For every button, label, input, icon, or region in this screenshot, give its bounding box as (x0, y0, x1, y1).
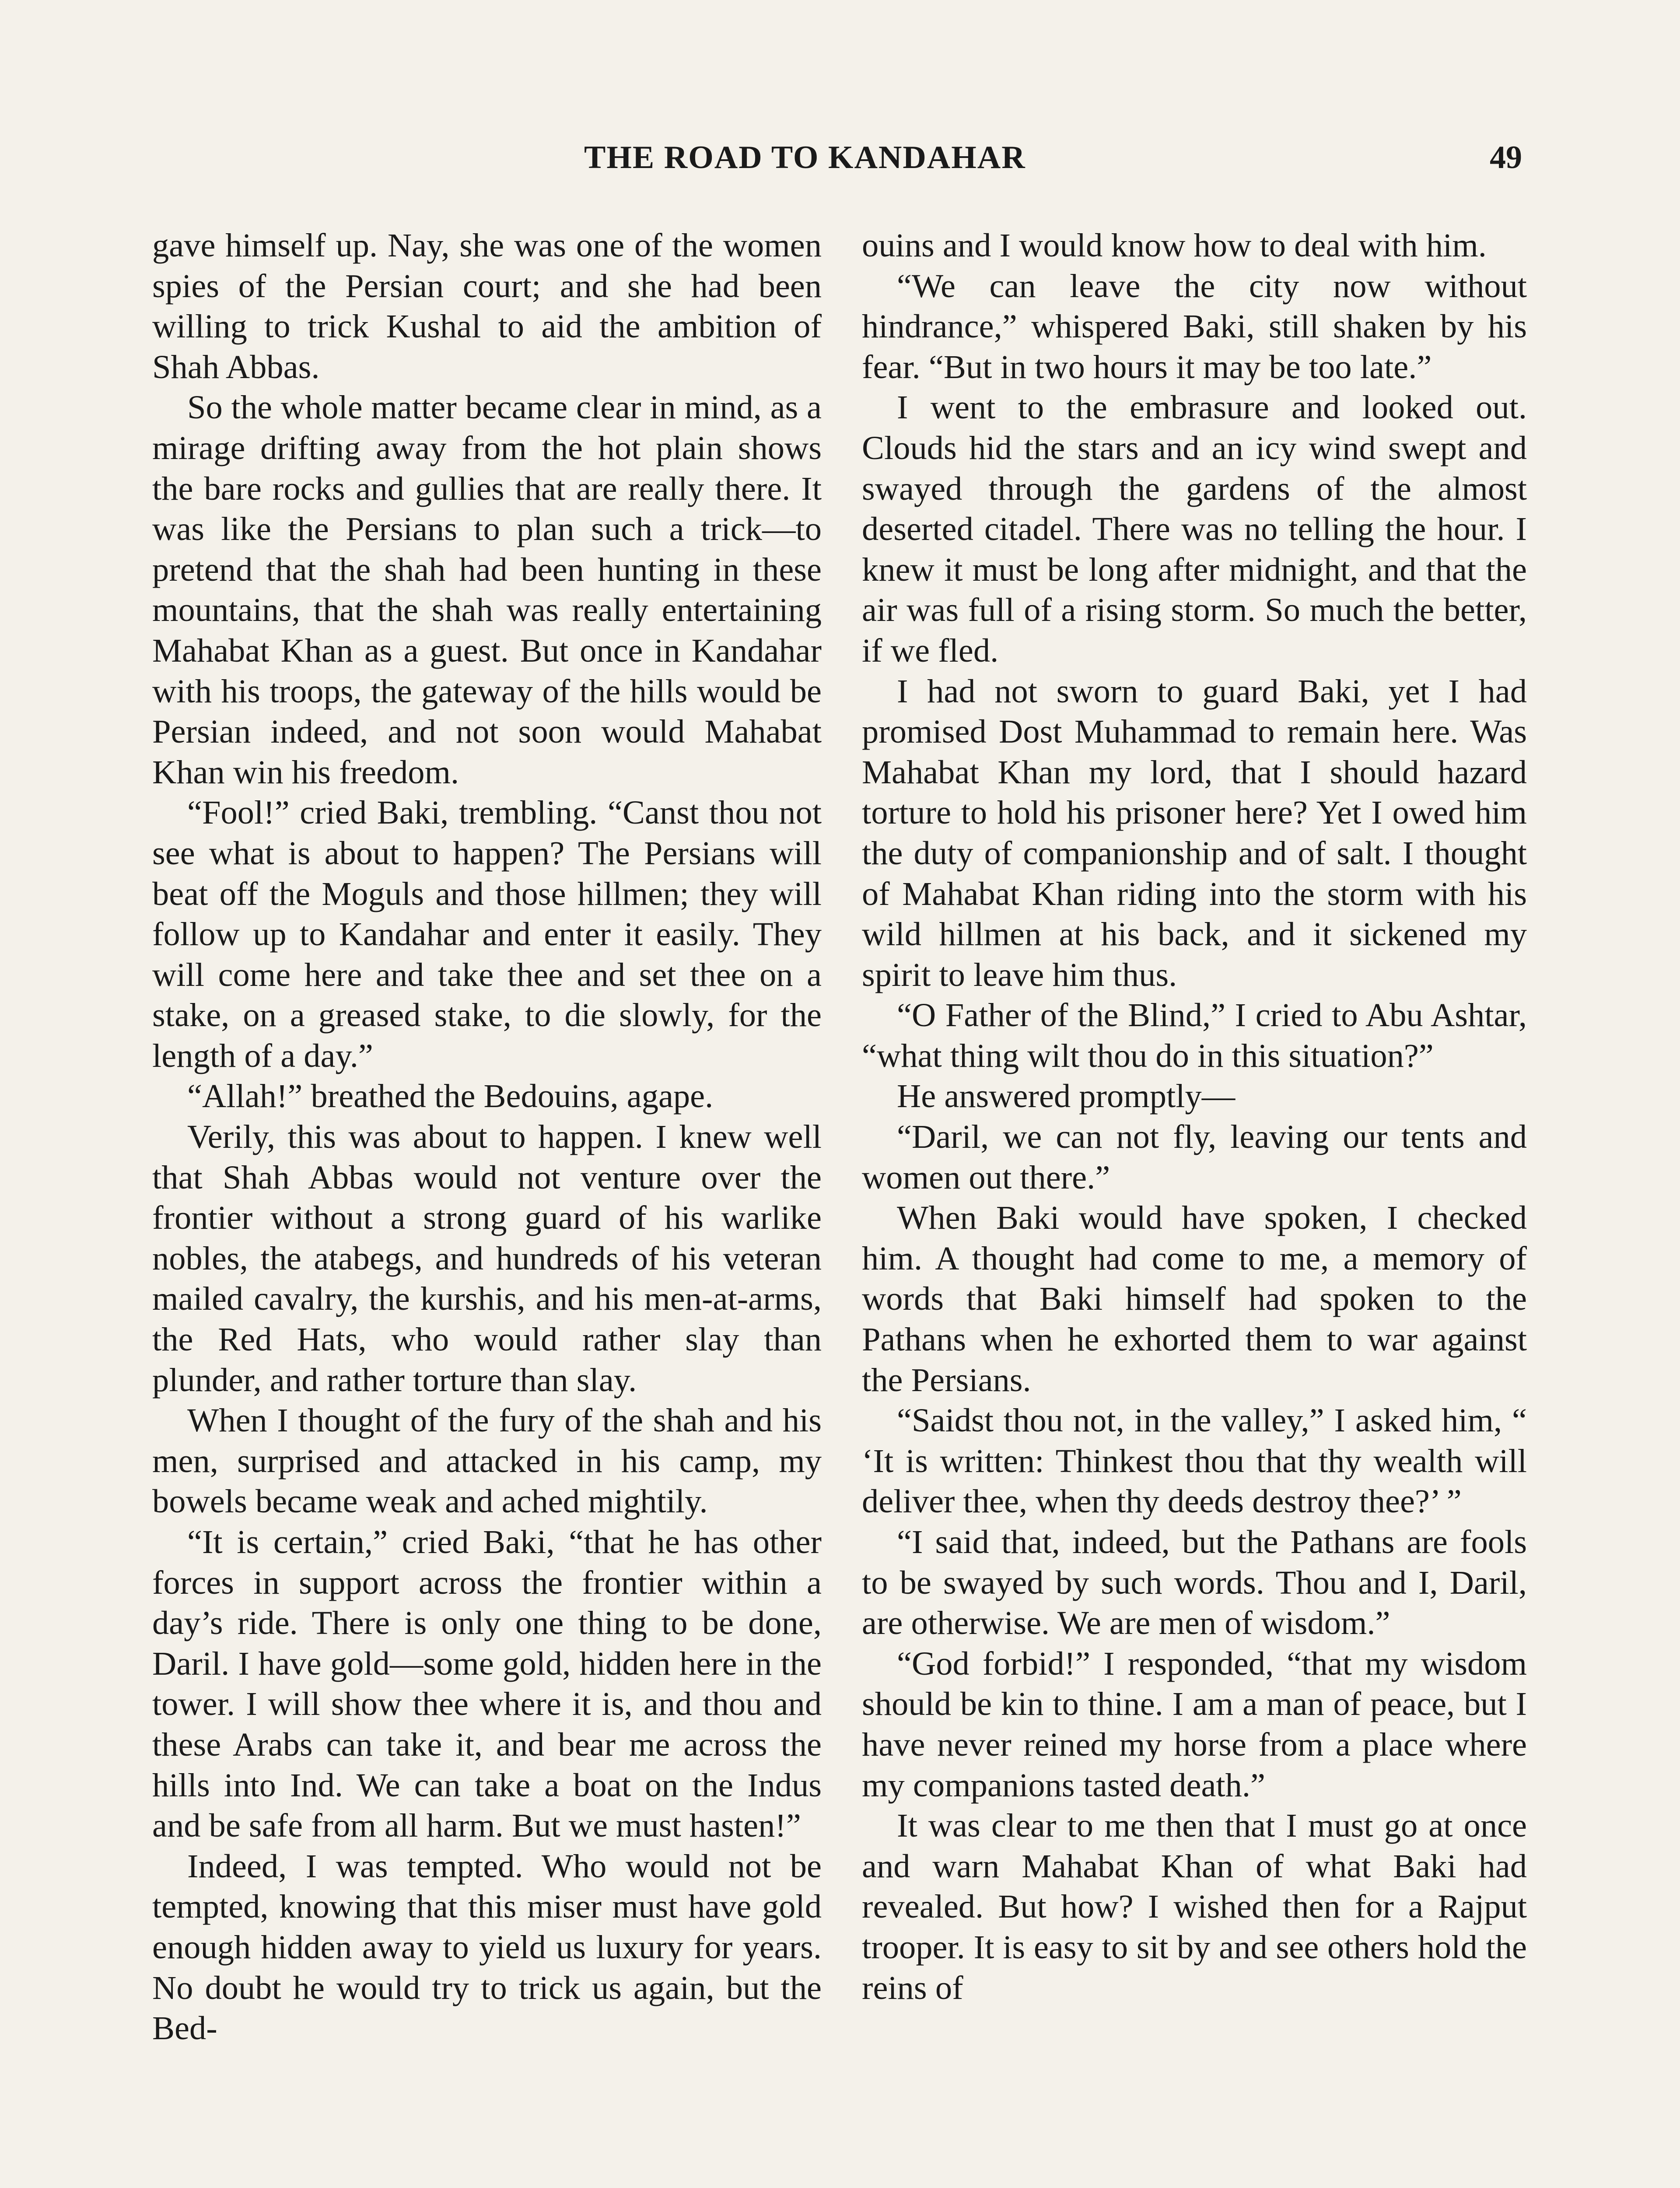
paragraph: “Allah!” breathed the Bedouins, agape. (187, 1077, 714, 1115)
paragraph: It was clear to me then that I must go at once and warn Mahabat Khan of what Baki had revealed. But how? I wished then for a Rajput trooper. It is easy to sit by and see others hold the reins of (862, 1807, 1527, 2006)
paragraph: He answered promptly— (897, 1077, 1236, 1115)
right-text-column (862, 225, 1527, 2008)
paragraph: “It is certain,” cried Baki, “that he has other forces in support across the frontier within a day’s ride. There is only one thing to be done, Daril. I have gold—some gold, hidden here in the tower. I will show thee where it is, and thou and these Arabs can take it, and bear me across the hills into Ind. We can take a boat on the Indus and be safe from all harm. But we must hasten!” (152, 1523, 822, 1844)
paragraph: When Baki would have spoken, I checked him. A thought had come to me, a memory of words that Baki himself had spoken to the Pathans when he exhorted them to war against the Persians. (862, 1199, 1527, 1399)
paragraph: So the whole matter became clear in mind, as a mirage drifting away from the hot plain shows the bare rocks and gullies that are really there. It was like the Persians to plan such a trick—to pretend that the shah had been hunting in these mountains, that the shah was really entertaining Mahabat Khan as a guest. But once in Kandahar with his troops, the gateway of the hills would be Persian indeed, and not soon would Mahabat Khan win his freedom. (152, 389, 822, 791)
paragraph: gave himself up. Nay, she was one of the women spies of the Persian court; and she had been willing to trick Kushal to aid the ambition of Shah Abbas. (152, 227, 822, 386)
paragraph: Indeed, I was tempted. Who would not be tempted, knowing that this miser must have gold enough hidden away to yield us luxury for years. No doubt he would try to trick us again, but the Bed- (152, 1847, 822, 2047)
running-title: THE ROAD TO KANDAHAR (584, 140, 1026, 175)
paragraph: “Fool!” cried Baki, trembling. “Canst thou not see what is about to happen? The Persians will beat off the Moguls and those hillmen; they will follow up to Kandahar and enter it easily. They will come here and take thee and set thee on a stake, on a greased stake, to die slowly, for the length of a day.” (152, 794, 822, 1074)
paragraph: When I thought of the fury of the shah and his men, surprised and attacked in his camp, my bowels became weak and ached mightily. (152, 1402, 822, 1520)
paragraph: “Daril, we can not fly, leaving our tents and women out there.” (862, 1118, 1527, 1196)
paragraph: “We can leave the city now without hindrance,” whispered Baki, still shaken by his fear. “But in two hours it may be too late.” (862, 267, 1527, 386)
paragraph: “God forbid!” I responded, “that my wisdom should be kin to thine. I am a man of peace, but I have never reined my horse from a place where my companions tasted death.” (862, 1645, 1527, 1804)
paragraph: “I said that, indeed, but the Pathans are fools to be swayed by such words. Thou and I, Daril, are otherwise. We are men of wisdom.” (862, 1523, 1527, 1642)
page-number: 49 (1490, 140, 1522, 175)
paragraph: ouins and I would know how to deal with him. (862, 227, 1487, 264)
paragraph: I went to the embrasure and looked out. Clouds hid the stars and an icy wind swept and swayed through the gardens of the almost deserted citadel. There was no telling the hour. I knew it must be long after midnight, and that the air was full of a rising storm. So much the better, if we fled. (862, 389, 1527, 669)
running-head (0, 139, 1680, 187)
paragraph: Verily, this was about to happen. I knew well that Shah Abbas would not venture over the frontier without a strong guard of his warlike nobles, the atabegs, and hundreds of his veteran mailed cavalry, the kurshis, and his men-at-arms, the Red Hats, who would rather slay than plunder, and rather torture than slay. (152, 1118, 822, 1399)
paragraph: “O Father of the Blind,” I cried to Abu Ashtar, “what thing wilt thou do in this situation?” (862, 996, 1527, 1074)
left-text-column (152, 225, 822, 2049)
paragraph: “Saidst thou not, in the valley,” I asked him, “ ‘It is written: Thinkest thou that thy wealth will deliver thee, when thy deeds destroy thee?’ ” (862, 1402, 1527, 1520)
paragraph: I had not sworn to guard Baki, yet I had promised Dost Muhammad to remain here. Was Mahabat Khan my lord, that I should hazard torture to hold his prisoner here? Yet I owed him the duty of companionship and of salt. I thought of Mahabat Khan riding into the storm with his wild hillmen at his back, and it sickened my spirit to leave him thus. (862, 672, 1527, 993)
